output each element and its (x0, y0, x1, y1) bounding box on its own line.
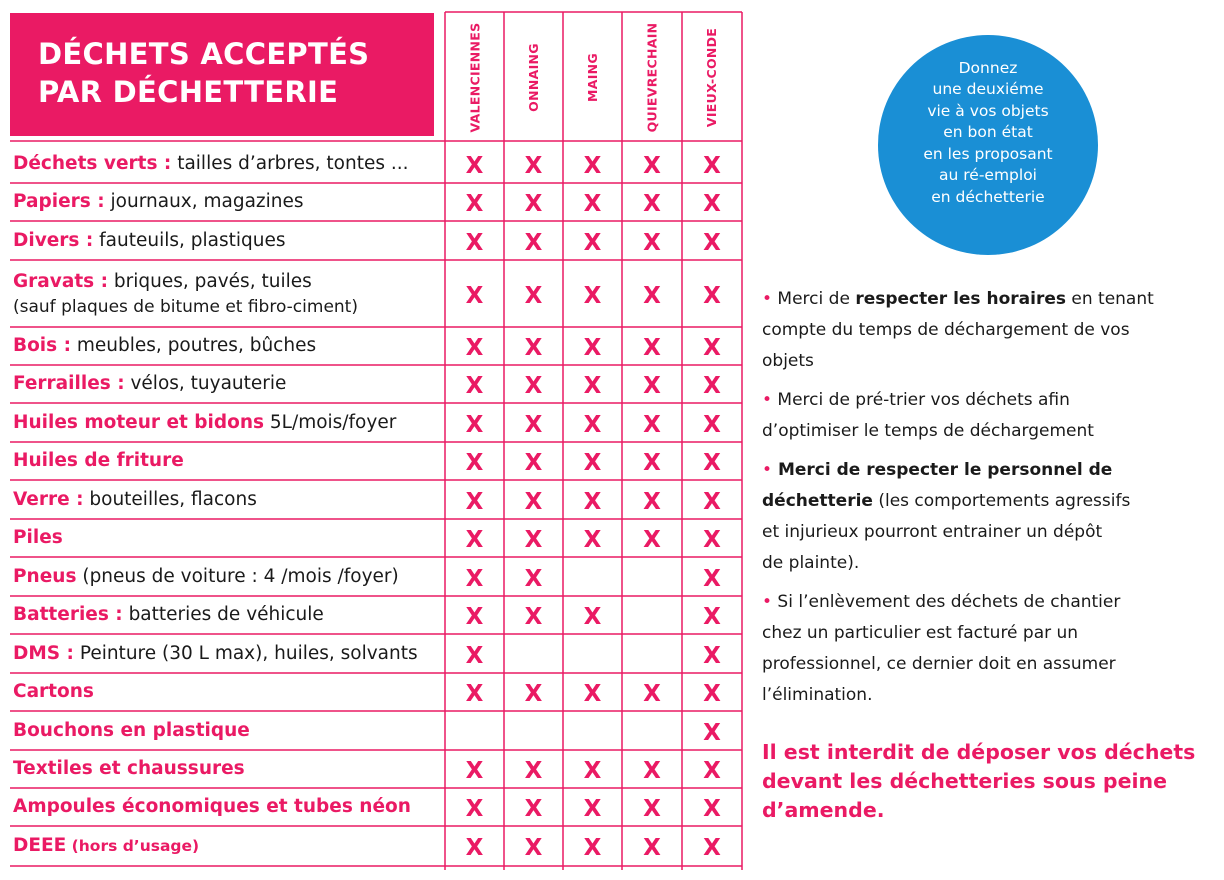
table-row (10, 711, 444, 750)
accepted-mark: X (524, 835, 543, 861)
note-bold-text: déchetterie (762, 491, 873, 511)
column-header-label: QUIEVRECHAIN (644, 22, 660, 132)
column-header-quievrechain (622, 14, 682, 140)
accepted-mark: X (703, 335, 721, 361)
circle-line: en bon état (943, 123, 1033, 142)
row-text (13, 602, 444, 628)
accepted-mark: X (583, 796, 602, 822)
row-text (13, 756, 444, 782)
column-header-label: VIEUX-CONDE (704, 27, 720, 127)
accepted-mark: X (703, 450, 721, 476)
note-line: et injurieux pourront entrainer un dépôt (762, 522, 1103, 542)
circle-line: en les proposant (923, 144, 1053, 163)
accepted-mark: X (703, 229, 721, 256)
row-label: Textiles et chaussures (13, 758, 245, 779)
note-bold-text: Merci de respecter le personnel de (772, 460, 1113, 480)
row-text (13, 525, 444, 551)
title-line-2: PAR DÉCHETTERIE (38, 75, 339, 109)
accepted-mark: X (465, 604, 484, 630)
warning-line: d’amende. (762, 798, 885, 822)
row-label: Huiles de friture (13, 450, 184, 471)
row-text (13, 833, 444, 859)
accepted-mark: X (465, 642, 484, 669)
accepted-mark: X (583, 758, 602, 784)
warning-line: Il est interdit de déposer vos déchets (762, 740, 1196, 764)
accepted-mark: X (524, 488, 543, 515)
row-description: bouteilles, flacons (83, 488, 257, 510)
accepted-mark: X (524, 282, 543, 309)
accepted-mark: X (643, 758, 661, 784)
table-row (10, 557, 444, 596)
accepted-mark: X (643, 681, 661, 707)
row-description: batteries de véhicule (122, 604, 324, 625)
row-description: briques, pavés, tuiles (108, 270, 312, 292)
row-text (13, 189, 444, 215)
accepted-mark: X (524, 758, 543, 784)
column-header-label: ONNAING (526, 42, 542, 112)
row-description: meubles, poutres, bûches (71, 335, 317, 356)
row-label-small: (hors d’usage) (66, 837, 200, 855)
accepted-mark: X (703, 758, 721, 784)
note-line: de plainte). (762, 553, 860, 573)
table-row (10, 750, 444, 788)
note-text: Si l’enlèvement des déchets de chantier (772, 592, 1121, 612)
note-line (762, 587, 1202, 618)
accepted-mark: X (703, 565, 721, 592)
accepted-mark: X (703, 152, 721, 179)
note-line: l’élimination. (762, 685, 873, 705)
accepted-mark: X (703, 604, 721, 630)
accepted-mark: X (465, 229, 484, 256)
accepted-mark: X (703, 681, 721, 707)
note-line: d’optimiser le temps de déchargement (762, 421, 1094, 441)
accepted-mark: X (583, 411, 602, 438)
accepted-mark: X (703, 642, 721, 669)
circle-line: une deuxiéme (932, 80, 1044, 99)
accepted-mark: X (465, 758, 484, 784)
accepted-mark: X (524, 229, 543, 256)
table-row (10, 327, 444, 365)
accepted-mark: X (465, 152, 484, 179)
accepted-mark: X (583, 335, 602, 361)
row-label: Pneus (13, 565, 77, 587)
circle-line: vie à vos objets (927, 101, 1049, 120)
accepted-mark: X (643, 411, 661, 438)
accepted-mark: X (524, 527, 543, 553)
row-description: (pneus de voiture : 4 /mois /foyer) (76, 565, 399, 587)
table-row (10, 183, 444, 221)
column-header-vieux-conde (682, 14, 742, 140)
row-text (13, 228, 444, 254)
note-line: compte du temps de déchargement de vos (762, 320, 1130, 340)
row-label: Gravats : (13, 270, 109, 292)
accepted-mark: X (583, 488, 602, 515)
accepted-mark: X (643, 191, 661, 217)
note-line (762, 284, 1202, 315)
accepted-mark: X (643, 835, 661, 861)
accepted-mark: X (465, 373, 484, 399)
accepted-mark: X (524, 681, 543, 707)
row-description: Peinture (30 L max), huiles, solvants (73, 642, 418, 664)
note-line: objets (762, 351, 814, 371)
accepted-mark: X (583, 229, 602, 256)
accepted-mark: X (583, 450, 602, 476)
row-text (13, 487, 444, 513)
accepted-mark: X (583, 282, 602, 309)
accepted-mark: X (524, 191, 543, 217)
accepted-mark: X (703, 191, 721, 217)
column-header-maing (563, 14, 622, 140)
row-description: journaux, magazines (104, 191, 304, 212)
table-row (10, 634, 444, 673)
table-row (10, 480, 444, 519)
accepted-mark: X (583, 681, 602, 707)
accepted-mark: X (524, 796, 543, 822)
table-row (10, 365, 444, 403)
note-schedule (762, 284, 1202, 377)
circle-line: au ré-emploi (939, 166, 1037, 185)
row-text (13, 333, 444, 359)
note-line (762, 385, 1202, 416)
table-row (10, 826, 444, 866)
accepted-mark: X (465, 450, 484, 476)
accepted-mark: X (524, 450, 543, 476)
accepted-mark: X (643, 229, 661, 256)
title-banner (10, 13, 434, 136)
warning-line: devant les déchetteries sous peine (762, 769, 1168, 793)
row-label: Cartons (13, 681, 94, 702)
bullet: • (762, 390, 773, 410)
accepted-mark: X (524, 335, 543, 361)
accepted-mark: X (524, 604, 543, 630)
note-text: (les comportements agressifs (872, 491, 1131, 511)
bullet: • (762, 460, 773, 480)
accepted-mark: X (465, 335, 484, 361)
column-header-valenciennes (445, 14, 504, 140)
accepted-mark: X (465, 527, 484, 553)
row-label: Divers : (13, 229, 94, 251)
accepted-mark: X (524, 373, 543, 399)
circle-line: en déchetterie (931, 187, 1045, 206)
row-description: 5L/mois/foyer (264, 411, 397, 433)
bullet: • (762, 289, 773, 309)
accepted-mark: X (703, 488, 721, 515)
accepted-mark: X (465, 282, 484, 309)
accepted-mark: X (465, 681, 484, 707)
accepted-mark: X (583, 835, 602, 861)
note-bold-text: respecter les horaires (855, 289, 1066, 309)
row-label: Ampoules économiques et tubes néon (13, 796, 411, 817)
accepted-mark: X (703, 719, 721, 746)
note-line: professionnel, ce dernier doit en assumer (762, 654, 1116, 674)
accepted-mark: X (643, 527, 661, 553)
accepted-mark: X (583, 373, 602, 399)
accepted-mark: X (643, 373, 661, 399)
row-description: vélos, tuyauterie (124, 373, 287, 394)
notes-list (762, 284, 1202, 719)
table-row (10, 519, 444, 557)
row-label: Piles (13, 527, 63, 548)
row-text (13, 794, 444, 820)
accepted-mark: X (703, 411, 721, 438)
accepted-mark: X (643, 488, 661, 515)
accepted-mark: X (524, 565, 543, 592)
note-text: Merci de (772, 289, 856, 309)
note-staff (762, 455, 1202, 579)
column-header-label: VALENCIENNES (467, 22, 482, 132)
accepted-mark: X (465, 411, 484, 438)
accepted-mark: X (703, 835, 721, 861)
table-row (10, 221, 444, 260)
note-line (762, 486, 1202, 517)
column-header-onnaing (504, 14, 563, 140)
title-line-1: DÉCHETS ACCEPTÉS (38, 37, 370, 71)
reuse-circle (878, 35, 1098, 255)
accepted-mark: X (465, 191, 484, 217)
row-description-sub: (sauf plaques de bitume et fibro-ciment) (13, 296, 358, 317)
accepted-mark: X (643, 335, 661, 361)
accepted-mark: X (703, 527, 721, 553)
accepted-mark: X (643, 450, 661, 476)
column-header-label: MAING (585, 52, 600, 102)
row-description: tailles d’arbres, tontes ... (171, 152, 409, 174)
row-text (13, 718, 444, 744)
note-text: en tenant (1065, 289, 1154, 309)
accepted-mark: X (465, 835, 484, 861)
row-label: Huiles moteur et bidons (13, 411, 264, 433)
row-text (13, 641, 444, 667)
table-row (10, 673, 444, 711)
accepted-mark: X (465, 565, 484, 592)
note-text: Merci de pré-trier vos déchets afin (772, 390, 1070, 410)
accepted-mark: X (643, 796, 661, 822)
table-row (10, 144, 444, 183)
circle-line: Donnez (958, 58, 1018, 77)
table-row (10, 596, 444, 634)
row-label: Bouchons en plastique (13, 719, 250, 741)
note-line (762, 455, 1202, 486)
accepted-mark: X (703, 373, 721, 399)
row-label: Papiers : (13, 191, 105, 212)
accepted-mark: X (643, 152, 661, 179)
accepted-mark: X (583, 604, 602, 630)
accepted-mark: X (524, 411, 543, 438)
row-text (13, 371, 444, 397)
row-text (13, 410, 444, 436)
row-label: Verre : (13, 488, 84, 510)
table-row (10, 442, 444, 480)
accepted-mark: X (465, 488, 484, 515)
row-label: DEEE (13, 835, 67, 856)
row-label: DMS : (13, 642, 74, 664)
row-text (13, 564, 444, 590)
row-label: Batteries : (13, 604, 123, 625)
row-text (13, 448, 444, 474)
row-label: Déchets verts : (13, 152, 172, 174)
row-label: Ferrailles : (13, 373, 125, 394)
accepted-mark: X (703, 796, 721, 822)
row-text (13, 151, 444, 177)
table-row (10, 788, 444, 826)
accepted-mark: X (643, 282, 661, 309)
accepted-mark: X (583, 191, 602, 217)
accepted-mark: X (583, 527, 602, 553)
row-text (13, 679, 444, 705)
row-description: fauteuils, plastiques (93, 229, 286, 251)
table-row (10, 403, 444, 442)
accepted-mark: X (703, 282, 721, 309)
table-row (10, 260, 444, 327)
warning-text (762, 738, 1202, 825)
row-text (13, 269, 444, 295)
note-construction (762, 587, 1202, 711)
note-sorting (762, 385, 1202, 447)
accepted-mark: X (465, 796, 484, 822)
note-line: chez un particulier est facturé par un (762, 623, 1079, 643)
row-label: Bois : (13, 335, 72, 356)
accepted-mark: X (524, 152, 543, 179)
accepted-mark: X (583, 152, 602, 179)
bullet: • (762, 592, 773, 612)
